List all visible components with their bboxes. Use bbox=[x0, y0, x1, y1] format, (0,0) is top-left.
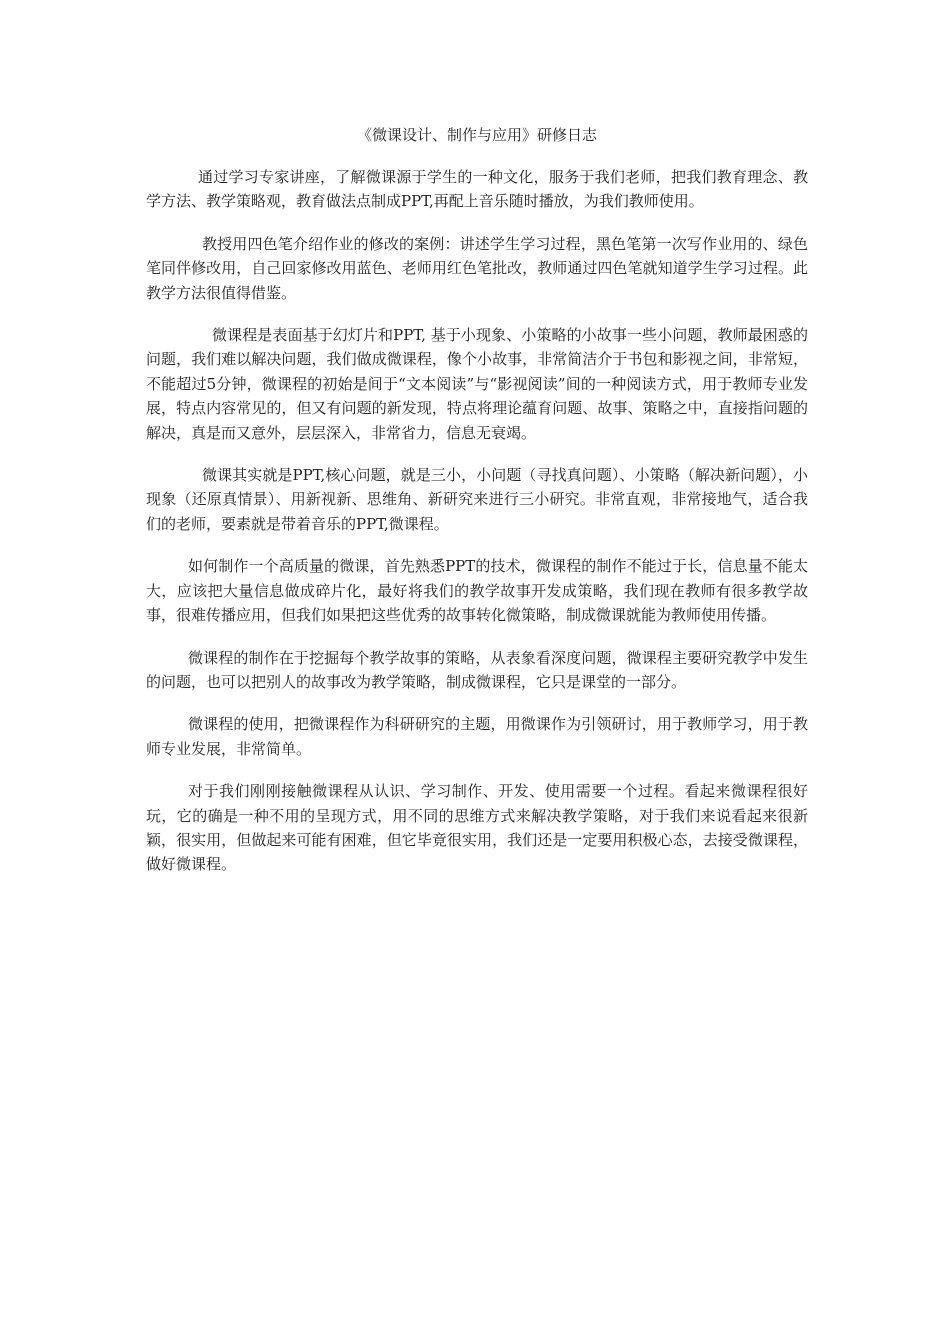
paragraph-usage: 微课程的使用，把微课程作为科研研究的主题，用微课作为引领研讨，用于教师学习，用于教师专业发展，非常简单。 bbox=[146, 715, 808, 758]
document-title: 《微课设计、制作与应用》研修日志 bbox=[356, 126, 597, 144]
document-body bbox=[146, 122, 808, 895]
paragraph-micro-course-definition: 微课程是表面基于幻灯片和PPT, 基于小现象、小策略的小故事一些小问题，教师最困惑的问题，我们难以解决问题，我们做成微课程，像个小故事，非常简洁介于书包和影视之间，非常短，不能超过5分钟，微课程的初始是间于“文本阅读”与“影视阅读”间的一种阅读方式，用于教师专业发展，特点内容常见的，但又有问题的新发现，特点将理论蕴育问题、故事、策略之中，直接指问题的解决，真是而又意外，层层深入，非常省力，信息无衰竭。 bbox=[146, 326, 808, 442]
paragraph-three-small: 微课其实就是PPT,核心问题，就是三小，小问题（寻找真问题）、小策略（解决新问题），小现象（还原真情景）、用新视新、思维角、新研究来进行三小研究。非常直观，非常接地气，适合我们的老师，要素就是带着音乐的PPT,微课程。 bbox=[146, 466, 808, 533]
paragraph-how-to-make: 如何制作一个高质量的微课，首先熟悉PPT的技术，微课程的制作不能过于长，信息量不能太大，应该把大量信息做成碎片化，最好将我们的教学故事开发成策略，我们现在教师有很多教学故事，很难传播应用，但我们如果把这些优秀的故事转化微策略，制成微课就能为教师使用传播。 bbox=[146, 557, 808, 625]
paragraph-conclusion: 对于我们刚刚接触微课程从认识、学习制作、开发、使用需要一个过程。看起来微课程很好玩，它的确是一种不用的呈现方式，用不同的思维方式来解决教学策略，对于我们来说看起来很新颖，很实用，但做起来可能有困难，但它毕竟很实用，我们还是一定要用积极心态，去接受微课程，做好微课程。 bbox=[146, 782, 808, 874]
paragraph-production: 微课程的制作在于挖掘每个教学故事的策略，从表象看深度问题，微课程主要研究教学中发生的问题，也可以把别人的故事改为教学策略，制成微课程，它只是课堂的一部分。 bbox=[146, 648, 808, 691]
paragraph-intro: 通过学习专家讲座，了解微课源于学生的一种文化，服务于我们老师，把我们教育理念、教学方法、教学策略观，教育做法点制成PPT,再配上音乐随时播放，为我们教师使用。 bbox=[146, 168, 808, 211]
paragraph-four-color-pens: 教授用四色笔介绍作业的修改的案例：讲述学生学习过程，黑色笔第一次写作业用的、绿色笔同伴修改用，自己回家修改用蓝色、老师用红色笔批改，教师通过四色笔就知道学生学习过程。此教学方法很值得借鉴。 bbox=[146, 234, 808, 302]
